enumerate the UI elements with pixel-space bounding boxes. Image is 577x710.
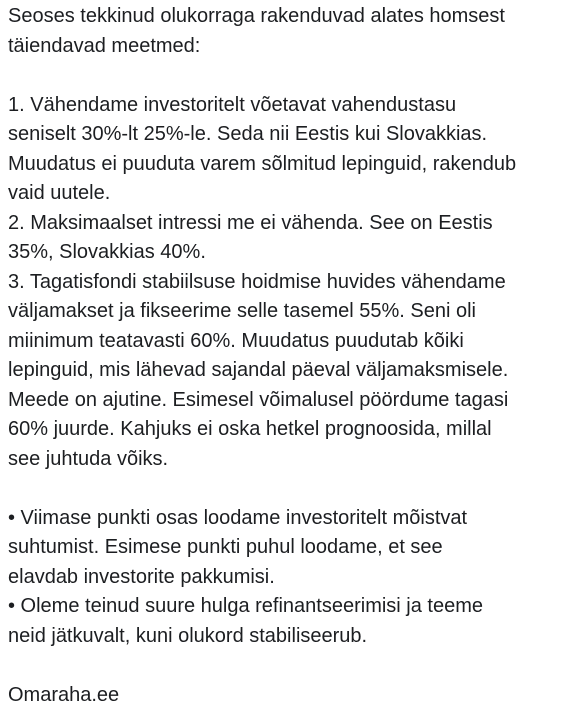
bullet-list <box>8 504 569 652</box>
text-line: Meede on ajutine. Esimesel võimalusel pöördume tagasi <box>8 386 569 416</box>
list-item-2 <box>8 209 569 268</box>
text-line: väljamakset ja fikseerime selle tasemel 55%. Seni oli <box>8 297 569 327</box>
numbered-list <box>8 91 569 475</box>
text-line: neid jätkuvalt, kuni olukord stabiliseerub. <box>8 622 569 652</box>
text-line: seniselt 30%-lt 25%-le. Seda nii Eestis kui Slovakkias. <box>8 120 569 150</box>
bullet-item-1 <box>8 504 569 593</box>
text-line: 2. Maksimaalset intressi me ei vähenda. See on Eestis <box>8 209 569 239</box>
paragraph-gap <box>8 61 569 91</box>
text-line: elavdab investorite pakkumisi. <box>8 563 569 593</box>
text-line: 3. Tagatisfondi stabiilsuse hoidmise huvides vähendame <box>8 268 569 298</box>
text-line: see juhtuda võiks. <box>8 445 569 475</box>
paragraph-gap <box>8 651 569 681</box>
post-intro <box>8 2 569 61</box>
text-line: vaid uutele. <box>8 179 569 209</box>
text-line: täiendavad meetmed: <box>8 32 569 62</box>
text-line: 1. Vähendame investoritelt võetavat vahendustasu <box>8 91 569 121</box>
text-line: miinimum teatavasti 60%. Muudatus puudutab kõiki <box>8 327 569 357</box>
list-item-1 <box>8 91 569 209</box>
text-line: suhtumist. Esimese punkti puhul loodame, et see <box>8 533 569 563</box>
paragraph-gap <box>8 474 569 504</box>
text-line: lepinguid, mis lähevad sajandal päeval väljamaksmisele. <box>8 356 569 386</box>
list-item-3 <box>8 268 569 475</box>
text-line: Muudatus ei puuduta varem sõlmitud lepinguid, rakendub <box>8 150 569 180</box>
text-line: • Oleme teinud suure hulga refinantseerimisi ja teeme <box>8 592 569 622</box>
text-line: Seoses tekkinud olukorraga rakenduvad alates homsest <box>8 2 569 32</box>
bullet-item-2 <box>8 592 569 651</box>
text-line: 60% juurde. Kahjuks ei oska hetkel prognoosida, millal <box>8 415 569 445</box>
text-line: 35%, Slovakkias 40%. <box>8 238 569 268</box>
text-line: • Viimase punkti osas loodame investoritelt mõistvat <box>8 504 569 534</box>
post-signature: Omaraha.ee <box>8 681 569 710</box>
